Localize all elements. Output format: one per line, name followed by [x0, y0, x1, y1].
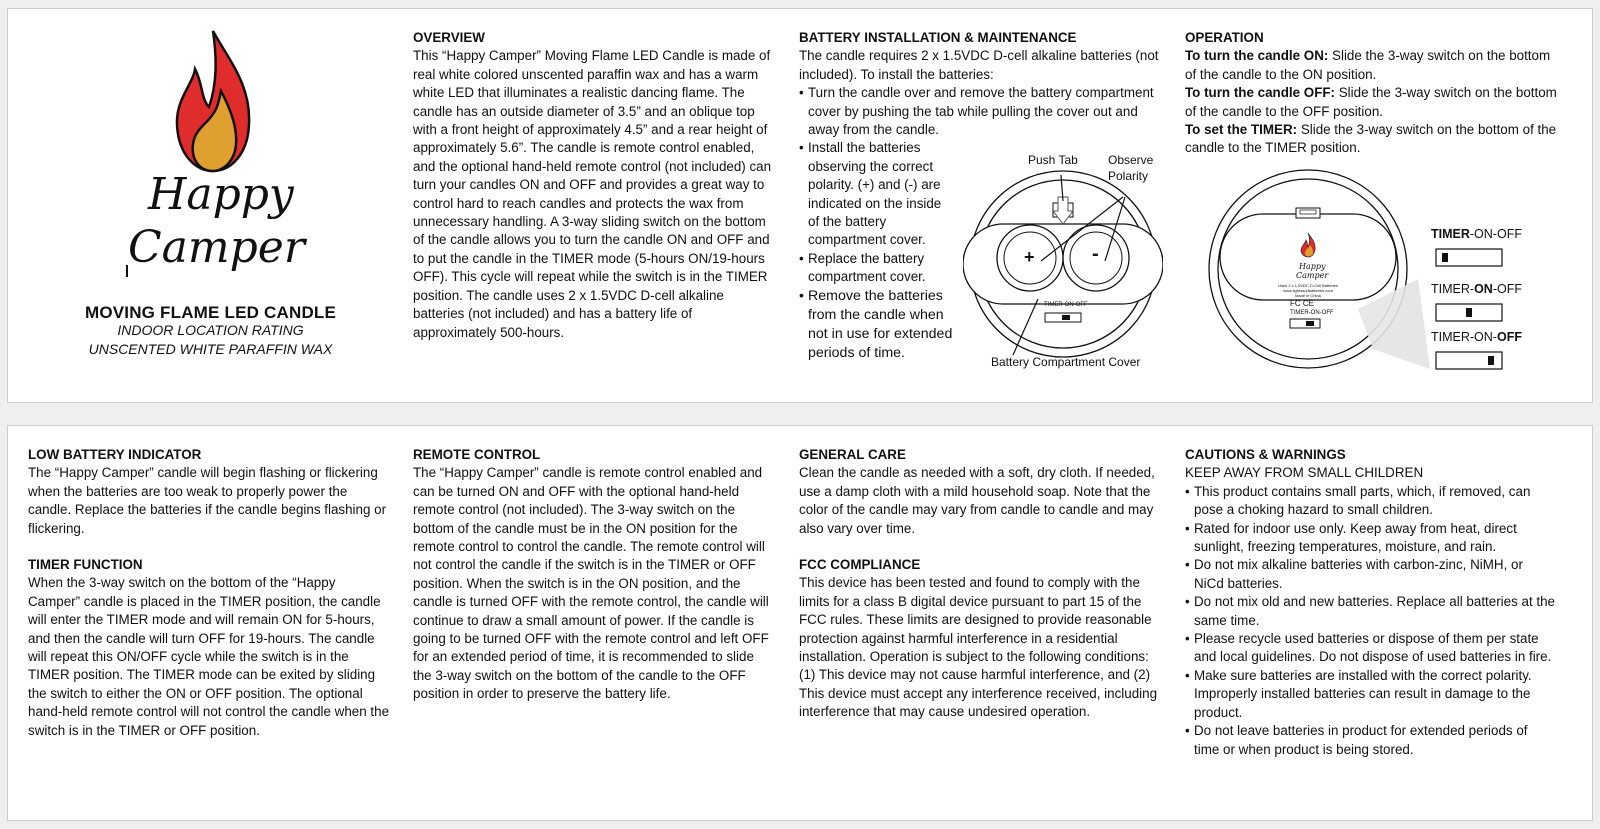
caution-item: • Please recycle used batteries or dispose of them per state and local guidelines. Do not dispose of used batteries in fire.	[1185, 630, 1555, 667]
bottom-panel	[7, 425, 1593, 821]
caution-item: • This product contains small parts, which, if removed, can pose a choking hazard to small children.	[1185, 483, 1555, 520]
brand-camper: Camper	[128, 222, 305, 273]
battery-heading: BATTERY INSTALLATION & MAINTENANCE	[799, 30, 1077, 45]
operation-text: Slide the 3-way switch on the bottom of the candle to the ON position.	[1185, 48, 1551, 82]
overview-section	[413, 29, 775, 342]
state-timer-label	[1431, 227, 1522, 242]
care-text: Clean the candle as needed with a soft, dry cloth. If needed, use a damp cloth with a mild household soap. Note that the color of the candle may vary from candle to candle and may also vary over time.	[799, 465, 1155, 536]
operation-text: Slide the 3-way switch on the bottom of the candle to the TIMER position.	[1185, 122, 1557, 156]
overview-text: This “Happy Camper” Moving Flame LED Candle is made of real white colored unscented paraffin wax and has a warm white LED that illuminates a realistic dancing flame. The candle has an outside diameter of 3.5” and an oblique top with a front height of approximately 4.5” and a rear height of approximately 5.6”. The candle is remote control enabled, and the optional hand-held remote control (not included) can turn your candles ON and OFF and provides a great way to control hard to reach candles and protects the wax from unnecessary handling. A 3-way sliding switch on the bottom of the candle allows you to turn the candle ON and OFF and to put the candle in the TIMER mode (5-hours ON/19-hours OFF). This cycle will repeat while the switch is in the TIMER position. The candle uses 2 x 1.5VDC D-cell alkaline batteries (not included) and has a battery life of approximately 500-hours.	[413, 48, 772, 340]
caution-item: • Rated for indoor use only. Keep away from heat, direct sunlight, freezing temperatures, moisture, and rain.	[1185, 520, 1555, 557]
fcc-text: This device has been tested and found to comply with the limits for a class B digital device pursuant to part 15 of the FCC rules. These limits are designed to provide reasonable protection against harmful interference in a residential installation. Operation is subject to the following conditions: (1) This device may not cause harmful interference, and (2) This device must accept any interference received, including interference that may cause undesired operation.	[799, 575, 1158, 720]
operation-diagram	[1208, 169, 1538, 379]
logo-column	[23, 9, 398, 404]
candle-bottom-figure	[1208, 169, 1538, 379]
battery-step: • Replace the battery compartment cover.	[799, 250, 954, 287]
caution-item: • Make sure batteries are installed with the correct polarity. Improperly installed batteries can result in damage to the product.	[1185, 667, 1555, 722]
remote-heading: REMOTE CONTROL	[413, 447, 541, 462]
mini-switch-label: TIMER-ON-OFF	[1290, 310, 1334, 316]
push-tab-label: Push Tab	[1028, 153, 1078, 167]
brand-happy: Happy	[148, 169, 294, 220]
polarity-label: Polarity	[1108, 169, 1149, 183]
operation-text: Slide the 3-way switch on the bottom of the candle to the OFF position.	[1185, 85, 1557, 119]
timer-heading: TIMER FUNCTION	[28, 557, 143, 573]
remote-text: The “Happy Camper” candle is remote control enabled and can be turned ON and OFF with the optional hand-held remote control (not included). The 3-way switch on the bottom of the candle must be in the ON position for the remote control to control the candle. The remote control will not control the candle if the switch is in the TIMER or OFF position. When the switch is in the ON position, and the candle is turned OFF with the remote control, the candle will continue to draw a small amount of power. If the candle is going to be turned OFF with the remote control and left OFF for an extended period of time, it is recommended to slide the 3-way switch on the bottom of the candle to the OFF position in order to preserve the battery life.	[413, 465, 769, 702]
cover-label: Battery Compartment Cover	[991, 355, 1141, 369]
state-timer-rest1: -ON-	[1469, 227, 1497, 241]
minus-sign: -	[1092, 243, 1099, 265]
switch-label: TIMER-ON-OFF	[1044, 302, 1088, 308]
caution-item: • Do not mix old and new batteries. Replace all batteries at the same time.	[1185, 593, 1555, 630]
care-heading: GENERAL CARE	[799, 447, 906, 462]
battery-step: • Install the batteries observing the correct polarity. (+) and (-) are indicated on the inside of the battery compartment cover.	[799, 139, 954, 249]
state-on-rest2: -OFF	[1492, 282, 1522, 296]
cautions-list	[1185, 483, 1555, 759]
mini-camper: Camper	[1296, 271, 1329, 280]
operation-lead: To turn the candle ON:	[1185, 48, 1329, 64]
cautions-section	[1185, 446, 1555, 759]
battery-diagram	[963, 139, 1163, 369]
state-on-label	[1431, 282, 1522, 297]
operation-item	[1185, 121, 1560, 158]
overview-heading: OVERVIEW	[413, 30, 485, 45]
operation-item	[1185, 47, 1560, 84]
care-section	[799, 446, 1161, 722]
battery-steps	[799, 84, 1169, 139]
battery-steps-narrow	[799, 139, 954, 362]
state-off-label	[1431, 330, 1522, 345]
operation-item	[1185, 84, 1560, 121]
wax-text: UNSCENTED WHITE PARAFFIN WAX	[88, 341, 333, 357]
mini-marks: FC CE	[1290, 299, 1314, 308]
mini-happy: Happy	[1299, 262, 1326, 271]
operation-lead: To turn the candle OFF:	[1185, 85, 1336, 101]
battery-intro: The candle requires 2 x 1.5VDC D-cell alkaline batteries (not included). To install the batteries:	[799, 48, 1159, 82]
mini-made: Made in China	[1295, 293, 1321, 298]
top-panel	[7, 8, 1593, 403]
state-on-bold: ON	[1474, 282, 1493, 296]
mini-batt: Uses 2 x 1.5VDC D-Cell Batteries	[1278, 283, 1338, 288]
cautions-sub: KEEP AWAY FROM SMALL CHILDREN	[1185, 465, 1424, 481]
battery-step: • Remove the batteries from the candle when not in use for extended periods of time.	[799, 287, 954, 363]
product-title: MOVING FLAME LED CANDLE	[84, 303, 337, 322]
remote-section	[413, 446, 775, 704]
plus-sign: +	[1024, 247, 1035, 267]
fcc-heading: FCC COMPLIANCE	[799, 557, 921, 573]
state-timer-bold: TIMER	[1431, 227, 1470, 241]
low-battery-heading: LOW BATTERY INDICATOR	[28, 447, 202, 462]
state-timer-rest2: OFF	[1496, 227, 1522, 241]
caution-item: • Do not leave batteries in product for extended periods of time or when product is being stored.	[1185, 722, 1555, 759]
mini-web: www.lightsandbatteries.com	[1283, 288, 1333, 293]
battery-step: • Turn the candle over and remove the battery compartment cover by pushing the tab while pulling the cover out and away from the candle.	[799, 84, 1169, 139]
timer-text: When the 3-way switch on the bottom of the “Happy Camper” candle is placed in the TIMER position, the candle will enter the TIMER mode and will remain ON for 5-hours, and then the candle will turn OFF for 19-hours. The candle will repeat this ON/OFF cycle while the switch is in the TIMER position. The TIMER mode can be exited by sliding the switch to either the ON or OFF position. The optional hand-held remote control will not control the candle when the switch is in the TIMER or OFF position.	[28, 575, 390, 738]
low-battery-section	[28, 446, 390, 740]
state-off-bold: OFF	[1496, 330, 1522, 344]
operation-section	[1185, 29, 1560, 158]
caution-item: • Do not mix alkaline batteries with carbon-zinc, NiMH, or NiCd batteries.	[1185, 556, 1555, 593]
flame-logo-icon	[173, 29, 253, 175]
rating-text: INDOOR LOCATION RATING	[117, 322, 304, 338]
observe-label: Observe	[1108, 153, 1154, 167]
operation-heading: OPERATION	[1185, 30, 1264, 45]
low-battery-text: The “Happy Camper” candle will begin flashing or flickering when the batteries are too weak to properly power the candle. Replace the batteries if the candle begins flashing or flickering.	[28, 465, 387, 536]
operation-lead: To set the TIMER:	[1185, 122, 1298, 138]
cautions-heading: CAUTIONS & WARNINGS	[1185, 447, 1346, 462]
logo-tick	[126, 265, 128, 277]
state-on-rest1: TIMER-	[1431, 282, 1475, 296]
state-off-rest1: TIMER-ON-	[1431, 330, 1497, 344]
